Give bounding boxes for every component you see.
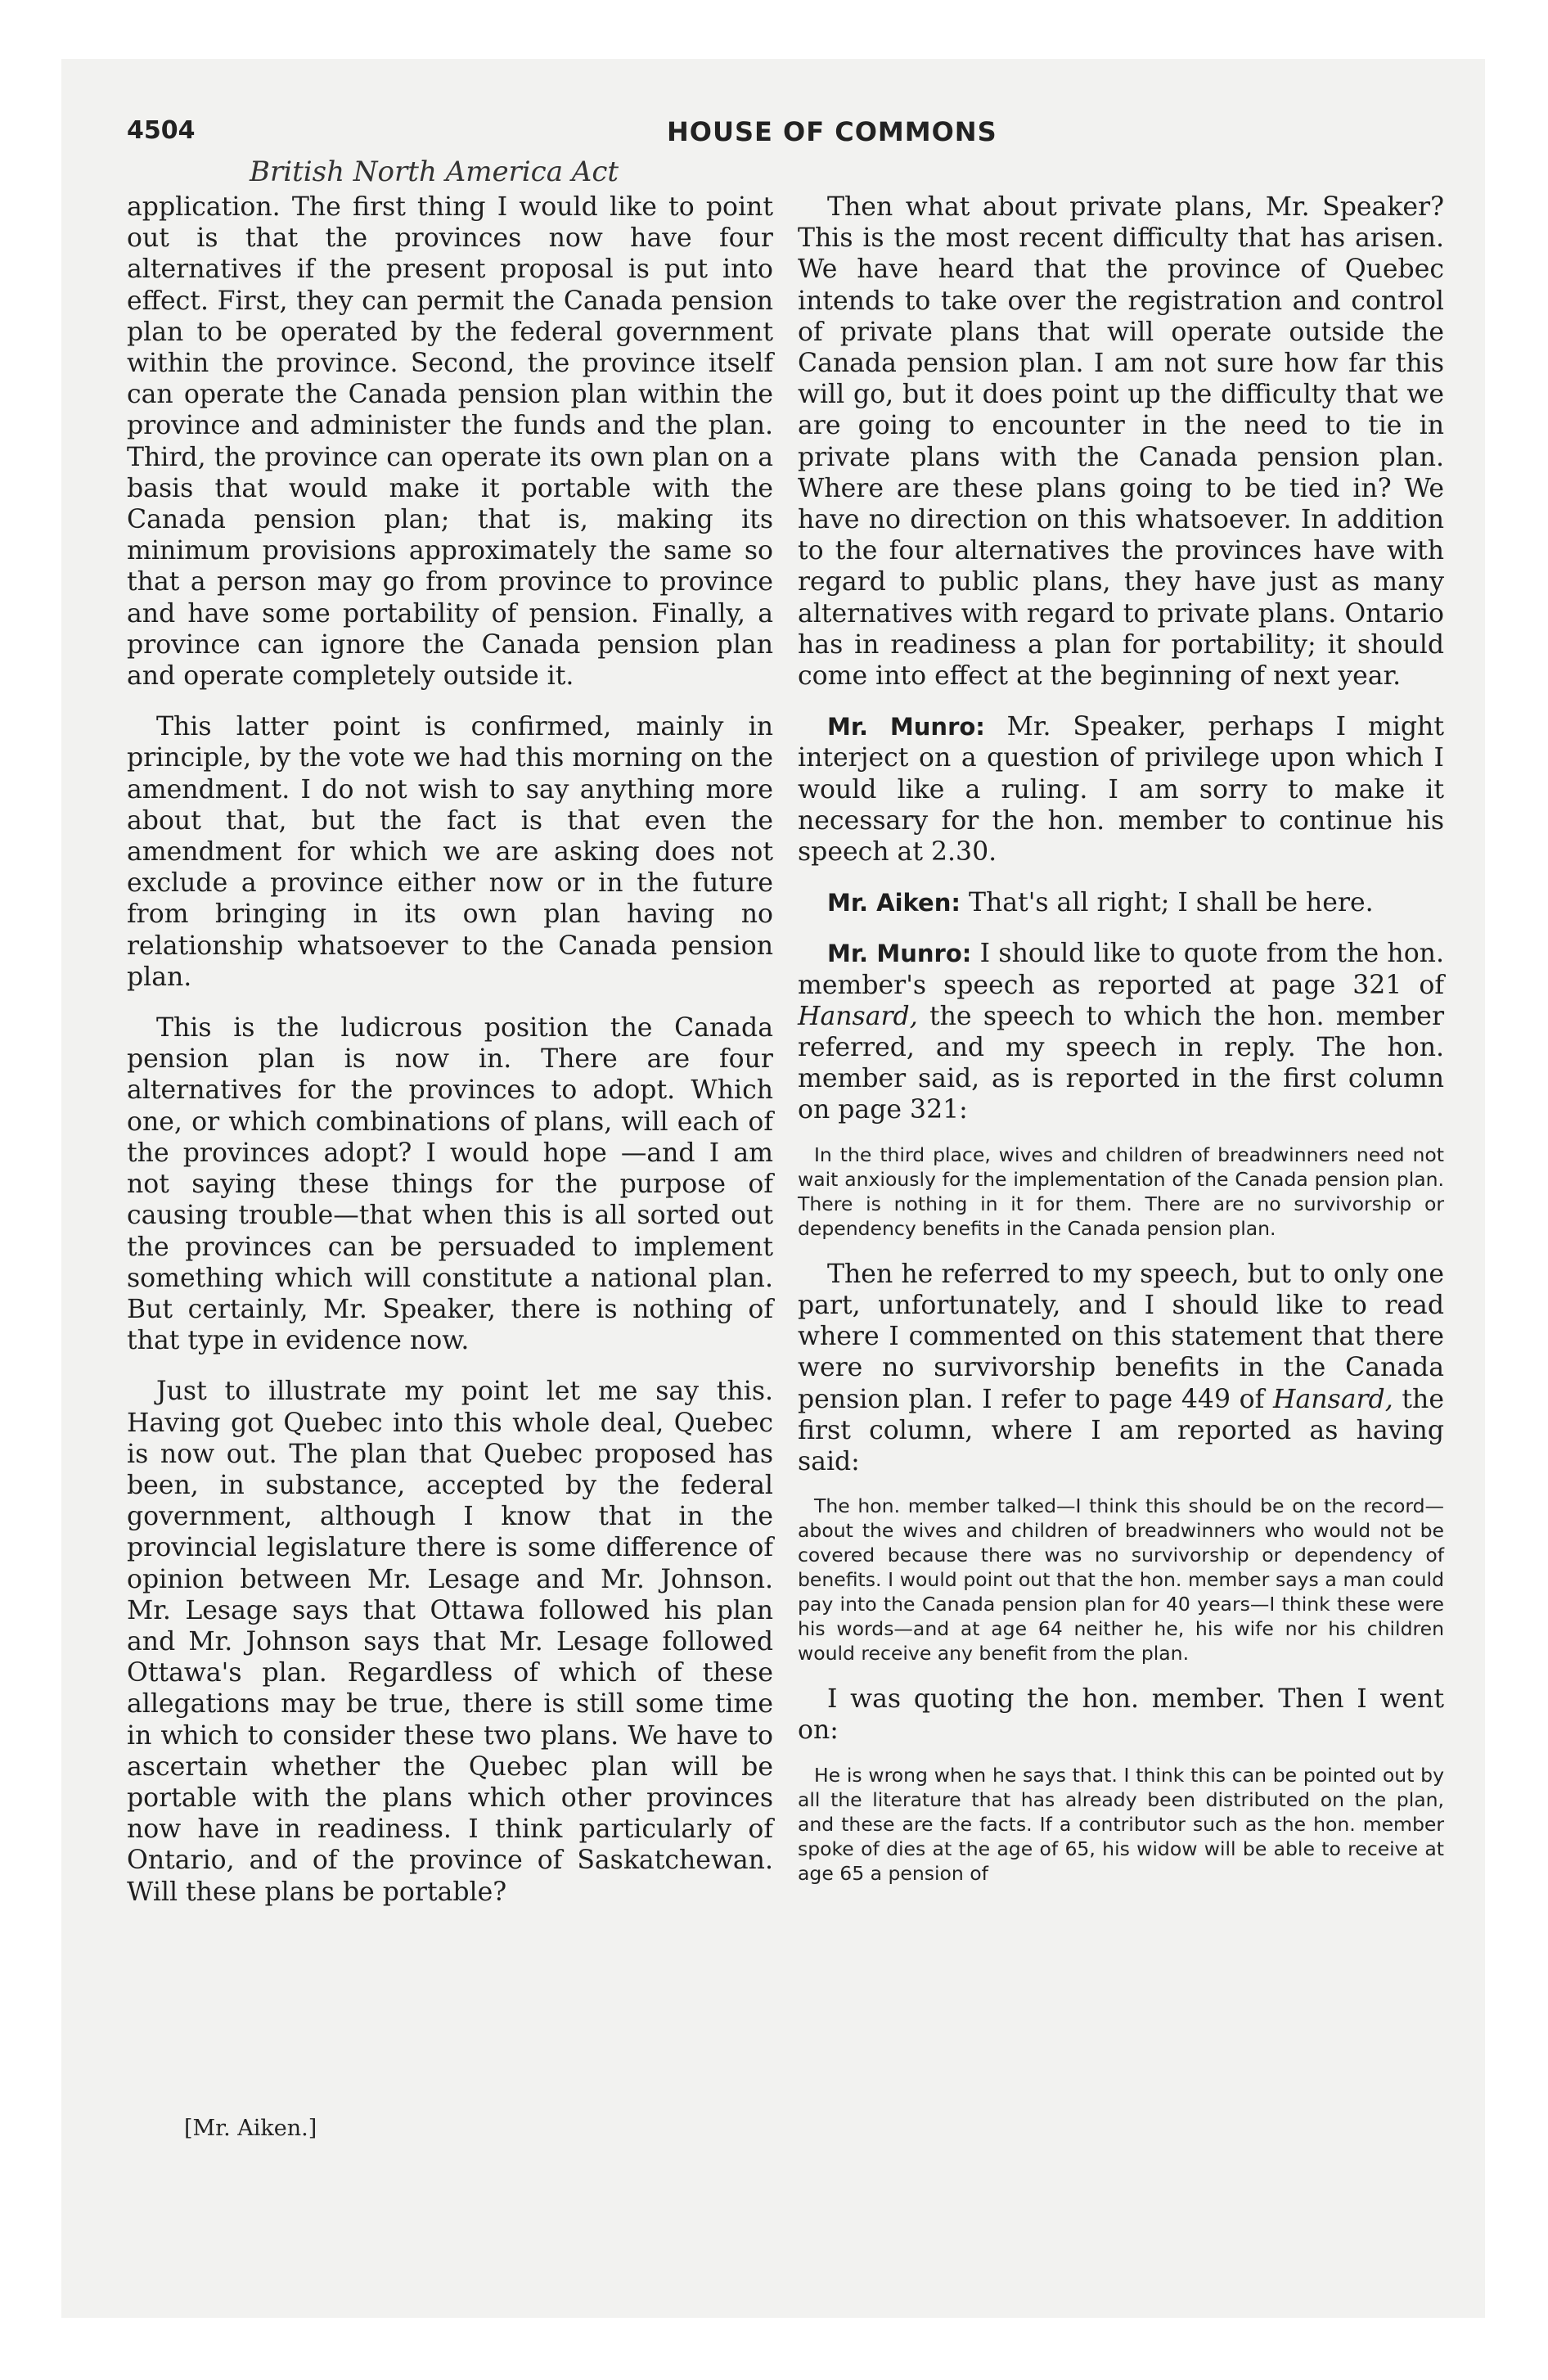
page <box>61 59 1485 2318</box>
paragraph <box>798 1259 1444 1477</box>
paragraph: This is the ludicrous position the Canada pension plan is now in. There are four alternatives for the provinces to adopt. Which one, or which combinations of plans, will each of the provinces adopt? I would hope —and I am not saying these things for the purpose of causing trouble—that when this is all sorted out the provinces can be persuaded to implement something which will constitute a national plan. But certainly, Mr. Speaker, there is nothing of that type in evidence now. <box>127 1013 773 1356</box>
speech-text: the speech to which the hon. member referred, and my speech in reply. The hon. member said, as is reported in the first column on page 321: <box>798 1001 1444 1125</box>
speech-text: Then he referred to my speech, but to only one part, unfortunately, and I should like to read where I commented on this statement that there were no survivorship benefits in the Canada pension plan. I refer to page 449 of <box>798 1259 1444 1414</box>
speech-text: Mr. Speaker, perhaps I might interject on a question of privilege upon which I would like a ruling. I am sorry to make it necessary for the hon. member to continue his speech at 2.30. <box>798 712 1444 868</box>
speech-text: That's all right; I shall be here. <box>960 888 1374 918</box>
speaker-name: Mr. Aiken: <box>827 889 961 917</box>
paragraph: This latter point is confirmed, mainly in principle, by the vote we had this morning on the amendment. I do not wish to say anything more about that, but the fact is that even the amendment for which we are asking does not exclude a province either now or in the future from bringing in its own plan having no relationship whatsoever to the Canada pension plan. <box>127 712 773 992</box>
running-head: HOUSE OF COMMONS <box>667 116 997 147</box>
paragraph: I was quoting the hon. member. Then I went on: <box>798 1684 1444 1746</box>
hansard-ref: Hansard, <box>1273 1384 1393 1414</box>
paragraph: Then what about private plans, Mr. Speaker? This is the most recent difficulty that has arisen. We have heard that the province of Quebec intends to take over the registration and control of private plans that will operate outside the Canada pension plan. I am not sure how far this will go, but it does point up the difficulty that we are going to encounter in the need to tie in private plans with the Canada pension plan. Where are these plans going to be tied in? We have no direction on this whatsoever. In addition to the four alternatives the provinces have with regard to public plans, they have just as many alternatives with regard to private plans. Ontario has in readiness a plan for portability; it should come into effect at the beginning of next year. <box>798 192 1444 692</box>
quotation: The hon. member talked—I think this should be on the record—about the wives and children of breadwinners who would not be covered because there was no survivorship or dependency of benefits. I would point out that the hon. member says a man could pay into the Canada pension plan for 40 years—I think these were his words—and at age 64 neither he, his wife nor his children would receive any benefit from the plan. <box>798 1494 1444 1666</box>
bill-title: British North America Act <box>250 156 619 188</box>
page-header <box>127 116 1436 156</box>
left-column <box>127 192 773 1908</box>
paragraph: application. The first thing I would like to point out is that the provinces now have four alternatives if the present proposal is put into effect. First, they can permit the Canada pension plan to be operated by the federal government within the province. Second, the province itself can operate the Canada pension plan within the province and administer the funds and the plan. Third, the province can operate its own plan on a basis that would make it portable with the Canada pension plan; that is, making its minimum provisions approximately the same so that a person may go from province to province and have some portability of pension. Finally, a province can ignore the Canada pension plan and operate completely outside it. <box>127 192 773 692</box>
paragraph: Just to illustrate my point let me say this. Having got Quebec into this whole deal, Quebec is now out. The plan that Quebec proposed has been, in substance, accepted by the federal government, although I know that in the provincial legislature there is some difference of opinion between Mr. Lesage and Mr. Johnson. Mr. Lesage says that Ottawa followed his plan and Mr. Johnson says that Mr. Lesage followed Ottawa's plan. Regardless of which of these allegations may be true, there is still some time in which to consider these two plans. We have to ascertain whether the Quebec plan will be portable with the plans which other provinces now have in readiness. I think particularly of Ontario, and of the province of Saskatchewan. Will these plans be portable? <box>127 1377 773 1907</box>
speech-text: I should like to quote from the hon. member's speech as reported at page 321 of <box>798 939 1444 1000</box>
quotation: In the third place, wives and children of breadwinners need not wait anxiously for the implementation of the Canada pension plan. There is nothing in it for them. There are no survivorship or dependency benefits in the Canada pension plan. <box>798 1143 1444 1240</box>
hansard-ref: Hansard, <box>798 1001 918 1031</box>
page-number: 4504 <box>127 116 196 145</box>
quotation: He is wrong when he says that. I think this can be pointed out by all the literature that has already been distributed on the plan, and these are the facts. If a contributor such as the hon. member spoke of dies at the age of 65, his widow will be able to receive at age 65 a pension of <box>798 1763 1444 1885</box>
speaker-attribution: [Mr. Aiken.] <box>184 2116 317 2141</box>
right-column <box>798 192 1444 1904</box>
speech-munro-1 <box>798 711 1444 868</box>
speaker-name: Mr. Munro: <box>827 940 972 968</box>
speech-munro-2 <box>798 938 1444 1125</box>
speech-aiken <box>798 887 1444 918</box>
speaker-name: Mr. Munro: <box>827 713 985 741</box>
speech-text: the first column, where I am reported as having said: <box>798 1384 1444 1476</box>
